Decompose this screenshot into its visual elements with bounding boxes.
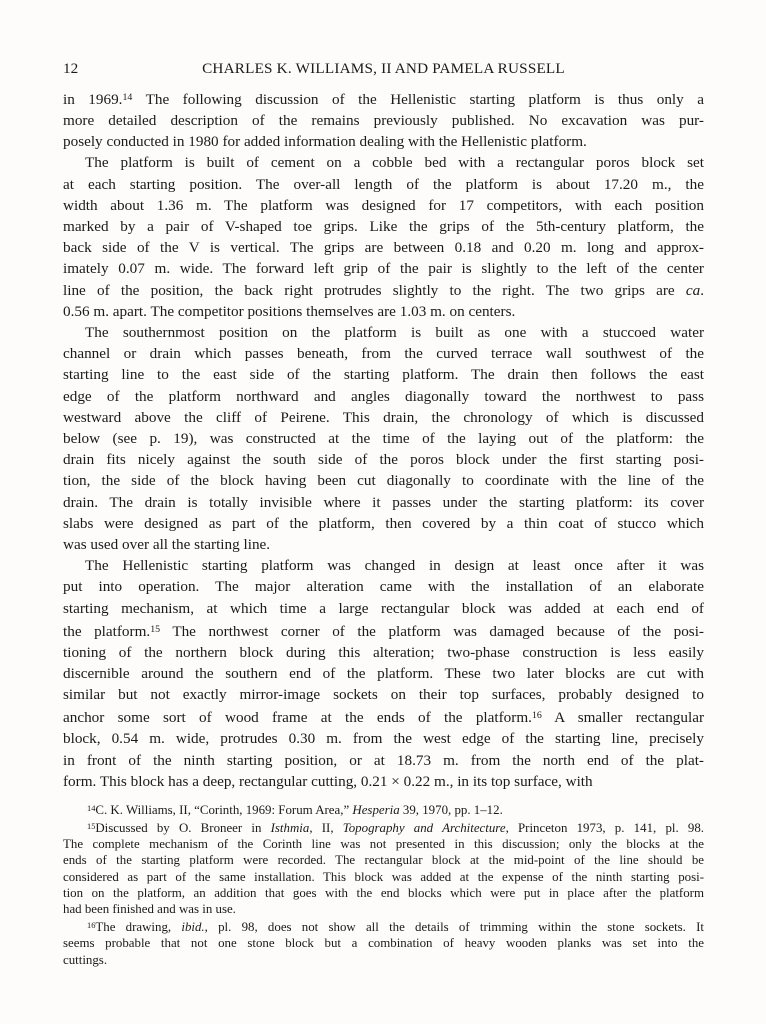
text-line: The complete mechanism of the Corinth line was not presented in this discussion; only the blocks at the: [63, 837, 704, 852]
paragraph: [63, 322, 704, 555]
text-line: below (see p. 19), was constructed at the time of the laying out of the platform: the: [63, 430, 704, 447]
text-line: seems probable that not one stone block but a combination of heavy wooden planks was set into the: [63, 936, 704, 951]
text-line: considered as part of the same installation. This block was added at the expense of the ninth starting posi-: [63, 869, 704, 884]
running-title: CHARLES K. WILLIAMS, II AND PAMELA RUSSELL: [202, 60, 565, 77]
text-line: at each starting position. The over-all length of the platform is about 17.20 m., the: [63, 175, 704, 193]
text-line: discernible around the southern end of the platform. These two later blocks are cut with: [63, 664, 704, 682]
paragraph: [63, 555, 704, 792]
footnote-ref: 15: [150, 623, 161, 635]
body-text: [63, 87, 704, 792]
footnote-ref: 16: [87, 920, 96, 930]
footnote-16: [63, 918, 704, 968]
text-line: similar but not exactly mirror-image sockets on their top surfaces, probably designed to: [63, 686, 704, 704]
text-line: drain fits nicely against the south side of the poros block under the first starting posi-: [63, 451, 704, 469]
text-line: more detailed description of the remains previously published. No excavation was pur-: [63, 111, 704, 129]
footnote-14: [63, 801, 704, 819]
footnote-ref: 14: [87, 804, 96, 813]
text-line: back side of the V is vertical. The grips are between 0.18 and 0.20 m. long and approx-: [63, 239, 704, 257]
text-line: anchor some sort of wood frame at the ends of the platform.$^{16}$ A smaller rectangular: [63, 709, 705, 727]
text-line: edge of the platform northward and angles diagonally toward the northwest to pass: [63, 387, 704, 405]
text-line: tion, the side of the block having been cut diagonally to coordinate with the line of the: [63, 472, 704, 490]
footnote-ref: 14: [122, 92, 133, 103]
text-line: The Hellenistic starting platform was changed in design at least once after it was: [85, 557, 704, 575]
paragraph: [63, 152, 704, 322]
footnotes-section: [63, 801, 704, 968]
text-line: the platform.$^{15}$ The northwest corner of the platform was damaged because of the posi-: [63, 622, 704, 640]
footnote-ref: 15: [87, 821, 96, 831]
page-number: 12: [63, 60, 79, 77]
text-line: in front of the ninth starting position, or at 18.73 m. from the north end of the plat-: [63, 751, 704, 769]
text-line: drain. The drain is totally invisible where it passes under the starting platform: its cover: [63, 493, 704, 511]
text-line: line of the position, the back right protrudes slightly to the right. The two grips are ca.: [63, 281, 704, 299]
text-line: block, 0.54 m. wide, protrudes 0.30 m. from the west edge of the starting line, precisely: [63, 730, 704, 748]
text-line: form. This block has a deep, rectangular cutting, 0.21 × 0.22 m., in its top surface, with: [63, 772, 593, 790]
text-line: $^{15}$Discussed by O. Broneer in Isthmia, II, Topography and Architecture, Princeton 1973, p. 141, pl. 98.: [87, 820, 705, 835]
paragraph: [63, 87, 704, 152]
text-line: The platform is built of cement on a cobble bed with a rectangular poros block set: [85, 154, 704, 172]
text-line: tioning of the northern block during this alteration; two-phase construction is less easily: [63, 643, 704, 661]
text-line: $^{16}$The drawing, ibid., pl. 98, does not show all the details of trimming within the stone sockets. It: [87, 919, 704, 934]
text-line: cuttings.: [63, 952, 108, 967]
text-line: marked by a pair of V-shaped toe grips. Like the grips of the 5th-century platform, the: [63, 217, 704, 235]
text-line: $^{14}$C. K. Williams, II, “Corinth, 1969: Forum Area,” Hesperia 39, 1970, pp. 1–12.: [87, 803, 503, 818]
text-line: tion on the platform, an addition that goes with the end blocks which were put in place after the platform: [63, 886, 704, 901]
text-line: put into operation. The major alteration came with the installation of an elaborate: [63, 578, 704, 596]
text-line: width about 1.36 m. The platform was designed for 17 competitors, with each position: [63, 196, 704, 214]
footnote-15: [63, 819, 704, 918]
text-line: starting line to the east side of the starting platform. The drain then follows the east: [63, 366, 704, 384]
text-line: starting mechanism, at which time a large rectangular block was added at each end of: [63, 599, 704, 617]
text-line: channel or drain which passes beneath, from the curved terrace wall southwest of the: [63, 345, 704, 363]
text-line: had been finished and was in use.: [63, 902, 236, 917]
text-line: westward above the cliff of Peirene. This drain, the chronology of which is discussed: [63, 408, 704, 426]
text-line: in 1969.14 The following discussion of the Hellenistic starting platform is thus only a: [63, 90, 704, 108]
page-header: [63, 60, 704, 77]
text-line: slabs were designed as part of the platform, then covered by a thin coat of stucco which: [63, 514, 704, 532]
text-line: posely conducted in 1980 for added information dealing with the Hellenistic platform.: [63, 133, 587, 151]
text-line: imately 0.07 m. wide. The forward left grip of the pair is slightly to the left of the center: [63, 260, 704, 278]
text-line: The southernmost position on the platform is built as one with a stuccoed water: [85, 323, 704, 341]
text-line: was used over all the starting line.: [63, 536, 271, 554]
text-line: ends of the starting platform were recorded. The rectangular block at the mid-point of the line should be: [63, 853, 704, 868]
footnote-ref: 16: [531, 710, 542, 722]
text-line: 0.56 m. apart. The competitor positions themselves are 1.03 m. on centers.: [63, 302, 516, 320]
